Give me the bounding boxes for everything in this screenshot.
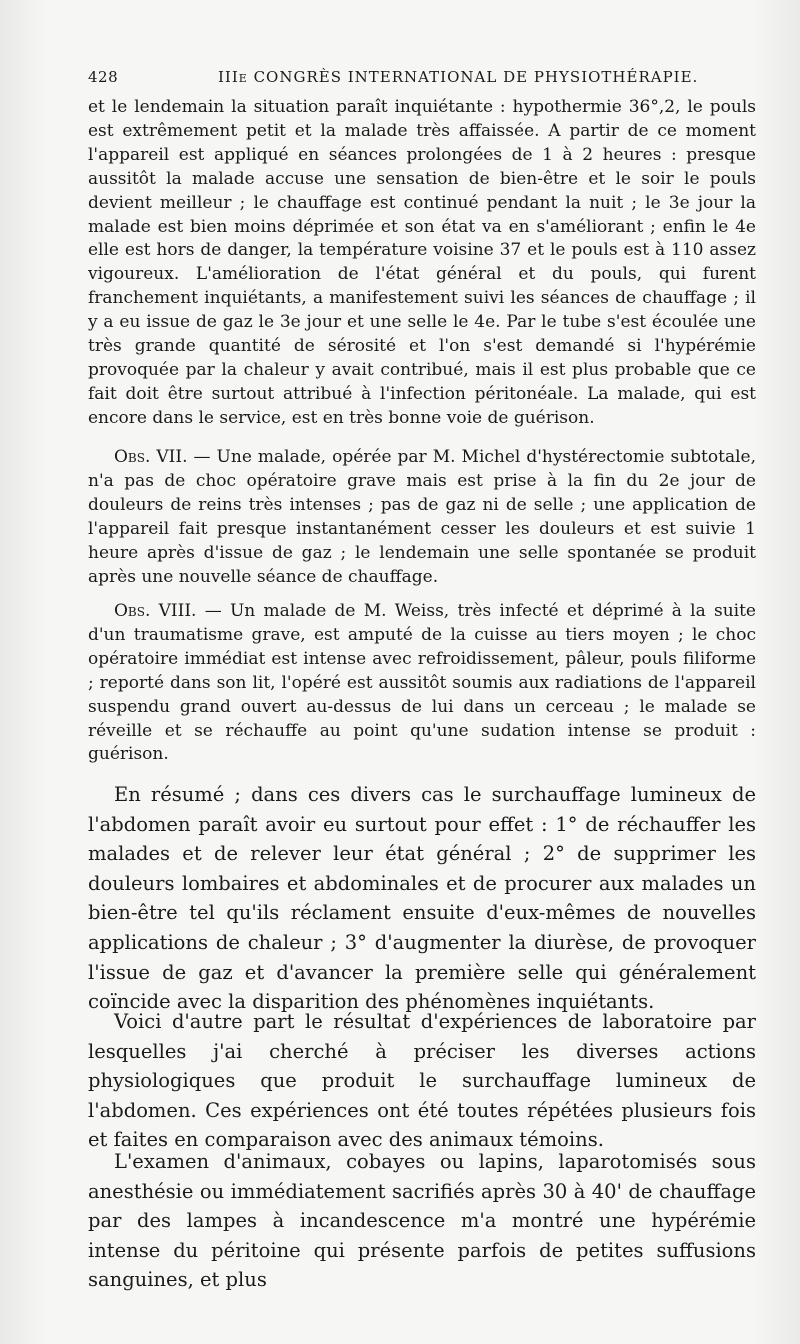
paragraph-animal-examination (88, 1147, 756, 1295)
paragraph-text: — Un malade de M. Weiss, très infecté et déprimé à la suite d'un traumatisme grave, est amputé de la cuisse au tiers moyen ; le choc opératoire immédiat est intense avec refroidissement, pâleur, pouls filiforme ; reporté dans son lit, l'opéré est aussitôt soumis aux radiations de l'appareil suspendu grand ouvert au-dessus de lui dans un cerceau ; le malade se réveille et se réchauffe au point qu'une sudation intense se produit : guérison. (88, 601, 756, 765)
paragraph-case-continuation (88, 96, 756, 431)
page-header (88, 68, 748, 94)
obs-label: Obs. VII. (114, 447, 188, 467)
paragraph-obs-vii (88, 446, 756, 589)
page-number: 428 (88, 68, 119, 86)
paragraph-text: En résumé ; dans ces divers cas le surchauffage lumineux de l'abdomen paraît avoir eu surtout pour effet : 1° de réchauffer les malades et de relever leur état général ; 2° de supprimer les douleurs lombaires et abdominales et de procurer aux malades un bien-être tel qu'ils réclament ensuite d'eux-mêmes de nouvelles applications de chaleur ; 3° d'augmenter la diurèse, de provoquer l'issue de gaz et d'avancer la première selle qui généralement coïncide avec la disparition des phénomènes inquiétants. (88, 783, 756, 1014)
paragraph-laboratory-intro (88, 1007, 756, 1155)
paragraph-obs-viii (88, 600, 756, 767)
paragraph-text: L'examen d'animaux, cobayes ou lapins, laparotomisés sous anesthésie ou immédiatement sacrifiés après 30 à 40' de chauffage par des lampes à incandescence m'a montré une hypérémie intense du péritoine qui présente parfois de petites suffusions sanguines, et plus (88, 1150, 756, 1292)
paragraph-summary (88, 780, 756, 1017)
paragraph-text: — Une malade, opérée par M. Michel d'hystérectomie subtotale, n'a pas de choc opératoire grave mais est prise à la fin du 2e jour de douleurs de reins très intenses ; pas de gaz ni de selle ; une application de l'appareil fait presque instantanément cesser les douleurs et est suivie 1 heure après d'issue de gaz ; le lendemain une selle spontanée se produit après une nouvelle séance de chauffage. (88, 447, 756, 587)
paragraph-text: Voici d'autre part le résultat d'expériences de laboratoire par lesquelles j'ai cherché à préciser les diverses actions physiologiques que produit le surchauffage lumineux de l'abdomen. Ces expériences ont été toutes répétées plusieurs fois et faites en comparaison avec des animaux témoins. (88, 1010, 756, 1152)
running-title: IIIe CONGRÈS INTERNATIONAL DE PHYSIOTHÉRAPIE. (218, 68, 699, 86)
obs-label: Obs. VIII. (114, 601, 197, 621)
paragraph-text: et le lendemain la situation paraît inquiétante : hypothermie 36°,2, le pouls est extrêmement petit et la malade très affaissée. A partir de ce moment l'appareil est appliqué en séances prolongées de 1 à 2 heures : presque aussitôt la malade accuse une sensation de bien-être et le soir le pouls devient meilleur ; le chauffage est continué pendant la nuit ; le 3e jour la malade est bien moins déprimée et son état va en s'améliorant ; enfin le 4e elle est hors de danger, la température voisine 37 et le pouls est à 110 assez vigoureux. L'amélioration de l'état général et du pouls, qui furent franchement inquiétants, a manifestement suivi les séances de chauffage ; il y a eu issue de gaz le 3e jour et une selle le 4e. Par le tube s'est écoulée une très grande quantité de sérosité et l'on s'est demandé si l'hypérémie provoquée par la chaleur y avait contribué, mais il est plus probable que ce fait doit être surtout attribué à l'infection péritonéale. La malade, qui est encore dans le service, est en très bonne voie de guérison. (88, 97, 756, 428)
